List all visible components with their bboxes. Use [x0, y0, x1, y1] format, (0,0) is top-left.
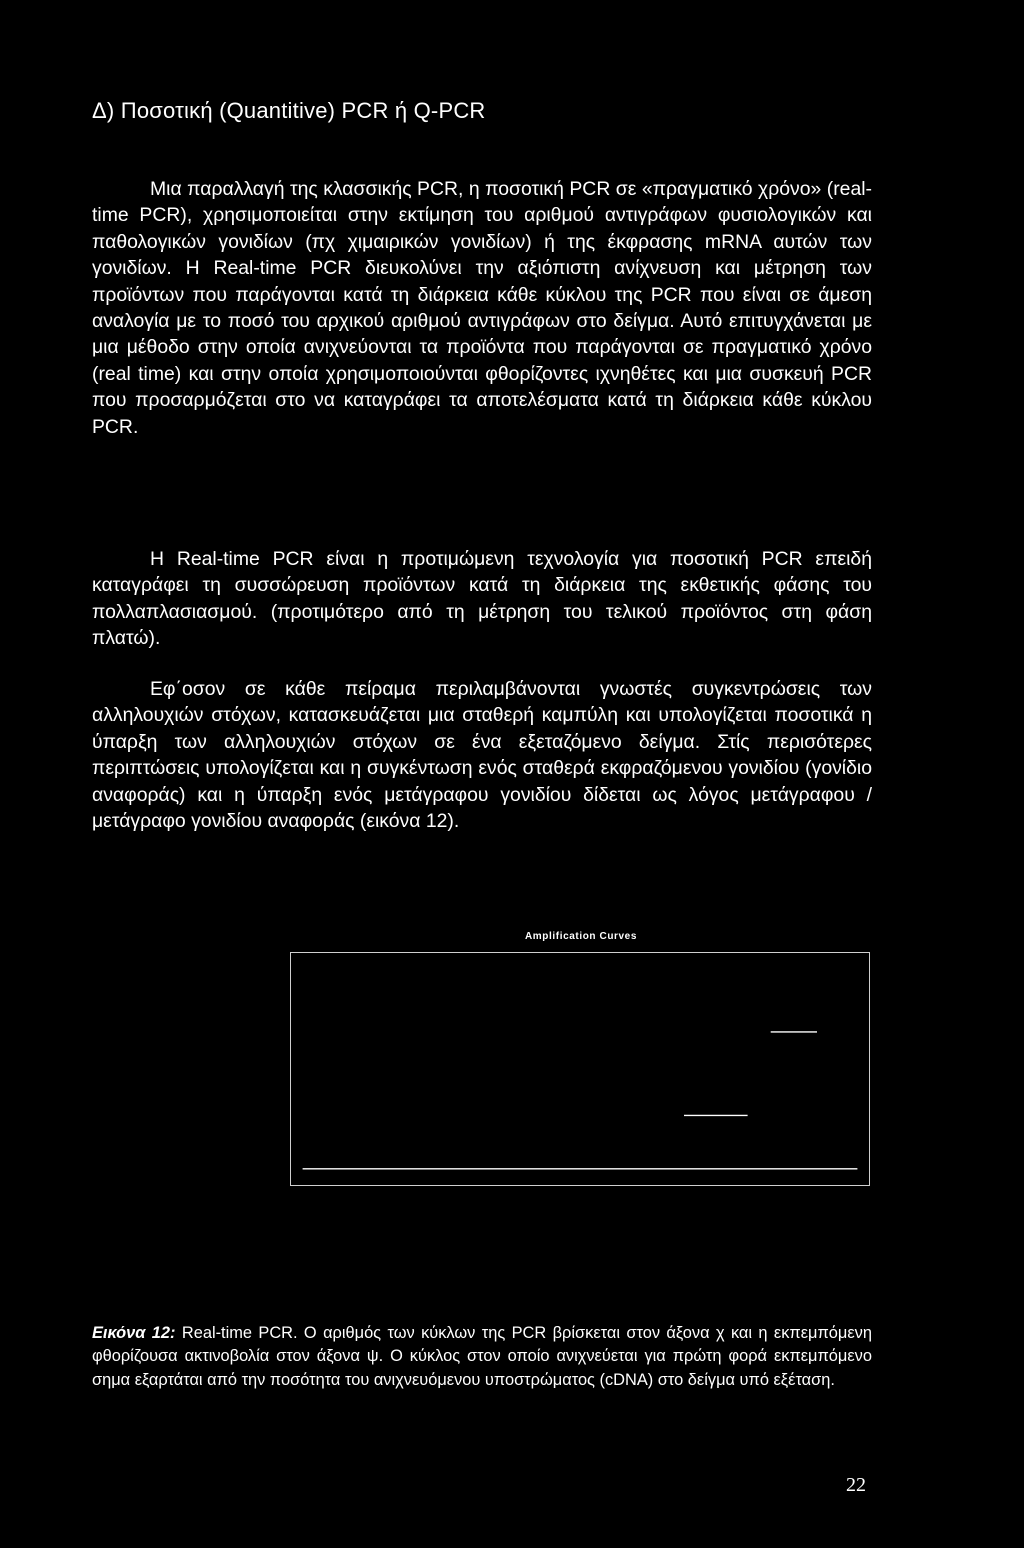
- paragraph-realtime-pcr-preferred: [92, 546, 872, 652]
- section-heading: Δ) Ποσοτική (Quantitive) PCR ή Q-PCR: [92, 98, 486, 123]
- page-number: 22: [846, 1474, 866, 1496]
- paragraph-standard-curve: [92, 676, 872, 834]
- amplification-chart: [290, 952, 870, 1186]
- figure-caption: [92, 1322, 872, 1392]
- chart-title: Amplification Curves: [524, 931, 638, 942]
- paragraph-text: Μια παραλλαγή της κλασσικής PCR, η ποσοτική PCR σε «πραγματικό χρόνο» (real-time PCR), χρησιμοποιείται στην εκτίμηση του αριθμού αντιγράφων φυσιολογικών και παθολογικών γονιδίων (πχ χιμαιρικών γονιδίων) ή της έκφρασης mRNA αυτών των γονιδίων. Η Real-time PCR διευκολύνει την αξιόπιστη ανίχνευση και μέτρηση των προϊόντων που παράγονται κατά τη διάρκεια κάθε κύκλου της PCR που είναι σε άμεση αναλογία με το ποσό του αρχικού αριθμού αντιγράφων στο δείγμα. Αυτό επιτυγχάνεται με μια μέθοδο στην οποία ανιχνεύονται τα προϊόντα που παράγονται σε πραγματικό χρόνο (real time) και στην οποία χρησιμοποιούνται φθορίζοντες ιχνηθέτες και μια συσκευή PCR που προσαρμόζεται στο να καταγράφει τα αποτελέσματα κατά τη διάρκεια κάθε κύκλου PCR.: [92, 178, 872, 438]
- paragraph-text: Εφ΄οσον σε κάθε πείραμα περιλαμβάνονται γνωστές συγκεντρώσεις των αλληλουχιών στόχων, κατασκευάζεται μια σταθερή καμπύλη και υπολογίζεται ποσοτικά η ύπαρξη των αλληλουχιών στόχων σε ένα εξεταζόμενο δείγμα. Στίς περισότερες περιπτώσεις υπολογίζεται και η συγκέντωση ενός σταθερά εκφραζόμενου γονιδίου (γονίδιο αναφοράς) και η ύπαρξη ενός μετάγραφου γονιδίου δίδεται ως λόγος μετάγραφου / μετάγραφο γονιδίου αναφοράς (εικόνα 12).: [92, 678, 872, 833]
- caption-text: Real-time PCR. Ο αριθμός των κύκλων της PCR βρίσκεται στον άξονα χ και η εκπεμπόμενη φθορίζουσα ακτινοβολία στον άξονα ψ. Ο κύκλος στον οποίο ανιχνεύεται για πρώτη φορά εκπεμπόμενο σημα εξαρτάται από την ποσότητα του ανιχνευόμενου υποστρώματος (cDNA) στο δείγμα υπό εξέταση.: [92, 1324, 872, 1389]
- paragraph-text: Η Real-time PCR είναι η προτιμώμενη τεχνολογία για ποσοτική PCR επειδή καταγράφει τη συσσώρευση προϊόντων κατά τη διάρκεια της εκθετικής φάσης του πολλαπλασιασμού. (προτιμότερο από τη μέτρηση του τελικού προϊόντος στη φάση πλατώ).: [92, 548, 872, 650]
- paragraph-realtime-pcr-intro: [92, 176, 872, 440]
- chart-plot-area: [291, 953, 869, 1185]
- caption-label: Εικόνα 12:: [92, 1324, 176, 1342]
